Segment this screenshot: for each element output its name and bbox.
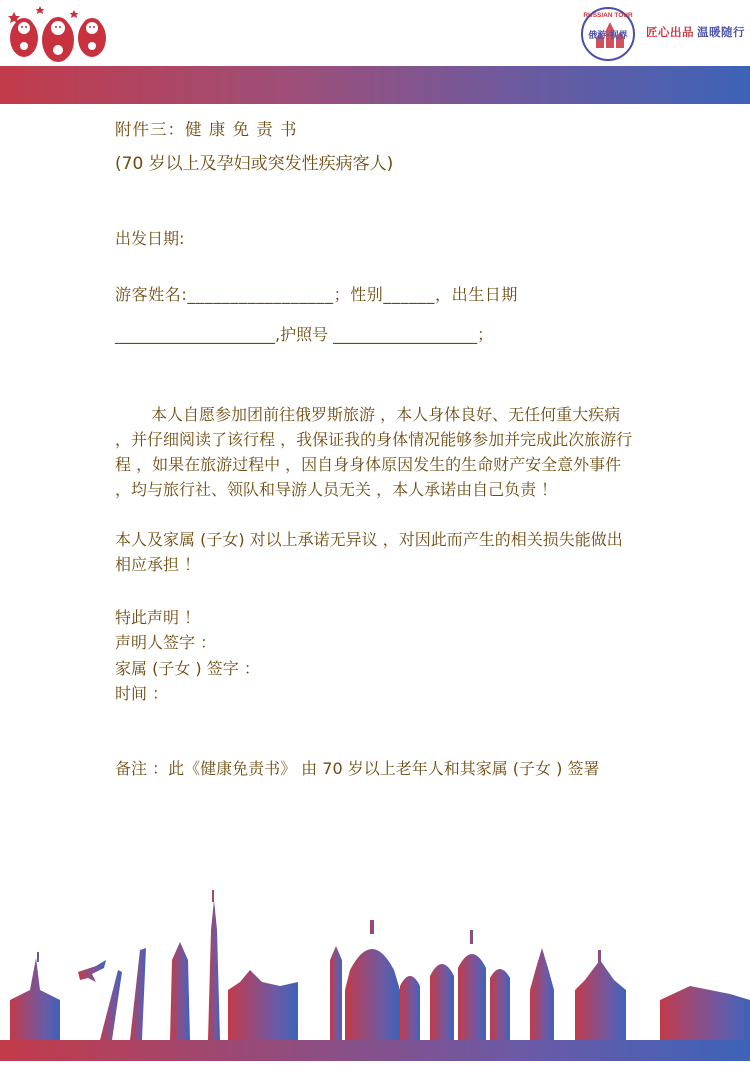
brand-slogan bbox=[646, 24, 745, 40]
brand-logo bbox=[578, 4, 748, 64]
statement-paragraph-2: 本人及家属 (子女) 对以上承诺无异议 ，对因此而产生的相关损失能做出相应承担 ！ bbox=[115, 530, 623, 574]
time-label: 时间 ： bbox=[115, 684, 169, 703]
matryoshka-dolls-icon bbox=[2, 4, 112, 66]
brand-slogan-part-2: 温暖随行 bbox=[697, 25, 745, 39]
brand-circle-top-text: RUSSIAN TOUR bbox=[583, 12, 633, 19]
traveler-fields-line-2: ____________________,护照号 __________________； bbox=[115, 325, 494, 344]
declarant-signature-label: 声明人签字 ： bbox=[115, 633, 217, 652]
traveler-fields-line-1: 游客姓名:_________________；性别______，出生日期 bbox=[115, 285, 518, 304]
document-subtitle: (70 岁以上及孕妇或突发性疾病客人) bbox=[115, 154, 394, 174]
departure-date-label: 出发日期: bbox=[115, 229, 185, 248]
brand-slogan-part-1: 匠心出品 bbox=[646, 25, 694, 39]
brand-circle-name: 俄游·视界 bbox=[588, 31, 628, 41]
remark-note: 备注 ：此《健康免责书》 由 70 岁以上老年人和其家属 (子女 ) 签署 bbox=[115, 759, 600, 778]
attachment-title: 附件三：健 康 免 责 书 bbox=[115, 120, 298, 139]
statement-paragraph-1: 本人自愿参加团前往俄罗斯旅游 ，本人身体良好、无任何重大疾病 ，并仔细阅读了该行程 ，我保证我的身体情况能够参加并完成此次旅游行程 ，如果在旅游过程中 ，因自身身体原因发生的生命财产安全意外事件 ，均与旅行社、领队和导游人员无关 ，本人承诺由自己负责 ！ bbox=[115, 405, 633, 499]
family-signature-label: 家属 (子女 ) 签字 ： bbox=[115, 659, 260, 678]
header-gradient-band bbox=[0, 66, 750, 104]
moscow-skyline-silhouette bbox=[0, 890, 750, 1061]
russian-tour-circle-logo bbox=[578, 4, 638, 62]
declare-text: 特此声明 ！ bbox=[115, 608, 201, 627]
